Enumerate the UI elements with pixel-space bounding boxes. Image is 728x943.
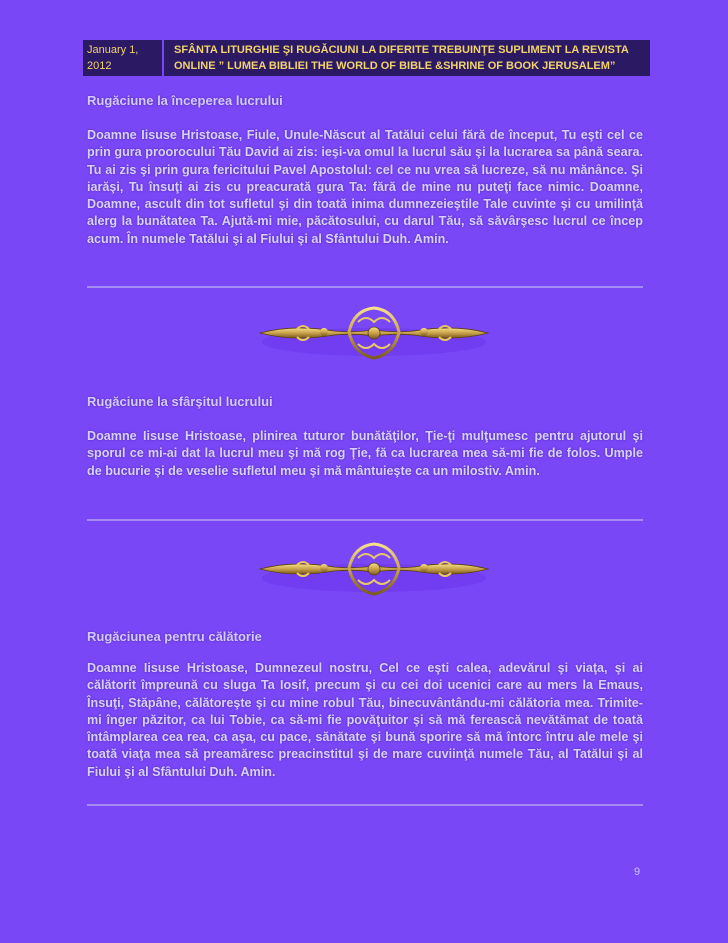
- section-title-start-work: Rugăciune la începerea lucrului: [87, 93, 283, 108]
- section-title-travel: Rugăciunea pentru călătorie: [87, 629, 262, 644]
- prayer-text-start-work: Doamne Iisuse Hristoase, Fiule, Unule-Născut al Tatălui celui fără de început, Tu eşti cel ce prin gura proorocului Tău David ai zis: ieşi-va omul la lucrul său şi la lucrarea sa până seara. Tu ai zis şi prin gura fericitului Pavel Apostolul: cel ce nu vrea să lucreze, să nu mănânce. Şi iarăşi, Tu însuţi ai zis cu preacurată gura Ta: fără de mine nu puteţi face nimic. Doamne, Doamne, ascult din tot sufletul şi din toată inima dumnezeieştile Tale cuvinte şi cu umilinţă alerg la bunătatea Ta. Ajută-mi mie, păcătosului, cu darul Tău, să săvârşesc lucrul ce încep acum. În numele Tatălui şi al Fiului şi al Sfântului Duh. Amin.: [87, 128, 643, 246]
- gold-filigree-ornament-icon: [254, 302, 494, 364]
- page-number: 9: [634, 866, 641, 878]
- prayer-text-end-work: Doamne Iisuse Hristoase, plinirea tuturor bunătăţilor, Ţie-ţi mulţumesc pentru ajutorul şi sporul ce mi-ai dat la lucrul meu şi mă rog Ţie, fă ca lucrarea mea să-mi fie de folos. Umple de bucurie şi de veselie sufletul meu şi mă mântuieşte ca un milostiv. Amin.: [87, 429, 643, 478]
- header-divider: [162, 40, 164, 76]
- prayer-text-travel: Doamne Iisuse Hristoase, Dumnezeul nostru, Cel ce eşti calea, adevărul şi viaţa, şi ai călătorit împreună cu sluga Ta Iosif, precum şi cu cei doi ucenici care au mers la Emaus, Însuţi, Stăpâne, călătoreşte şi cu mine robul Tău, binecuvântându-mi călătoria mea. Trimite-mi înger păzitor, ca lui Tobie, ca să-mi fie povăţuitor şi să mă ferească nevătămat de toată întâmplarea cea rea, ca aşa, cu pace, sănătate şi bună sporire să mă întorc întru ale mele şi toată viaţa mea să preamăresc preacinstitul şi de mare cuviinţă numele Tău, al Tatălui şi al Fiului şi al Sfântului Duh. Amin.: [87, 661, 643, 779]
- gold-filigree-ornament-icon: [254, 538, 494, 600]
- header-date: January 1, 2012: [87, 44, 139, 72]
- section-divider: [87, 804, 643, 806]
- running-header: [83, 40, 650, 76]
- header-title: SFÂNTA LITURGHIE ŞI RUGĂCIUNI LA DIFERITE TREBUINŢE SUPLIMENT LA REVISTA ONLINE ” LUMEA BIBLIEI THE WORLD OF BIBLE &SHRINE OF BOOK JERUSALEM”: [174, 44, 629, 72]
- section-divider: [87, 519, 643, 521]
- section-title-end-work: Rugăciune la sfârşitul lucrului: [87, 394, 273, 409]
- section-divider: [87, 286, 643, 288]
